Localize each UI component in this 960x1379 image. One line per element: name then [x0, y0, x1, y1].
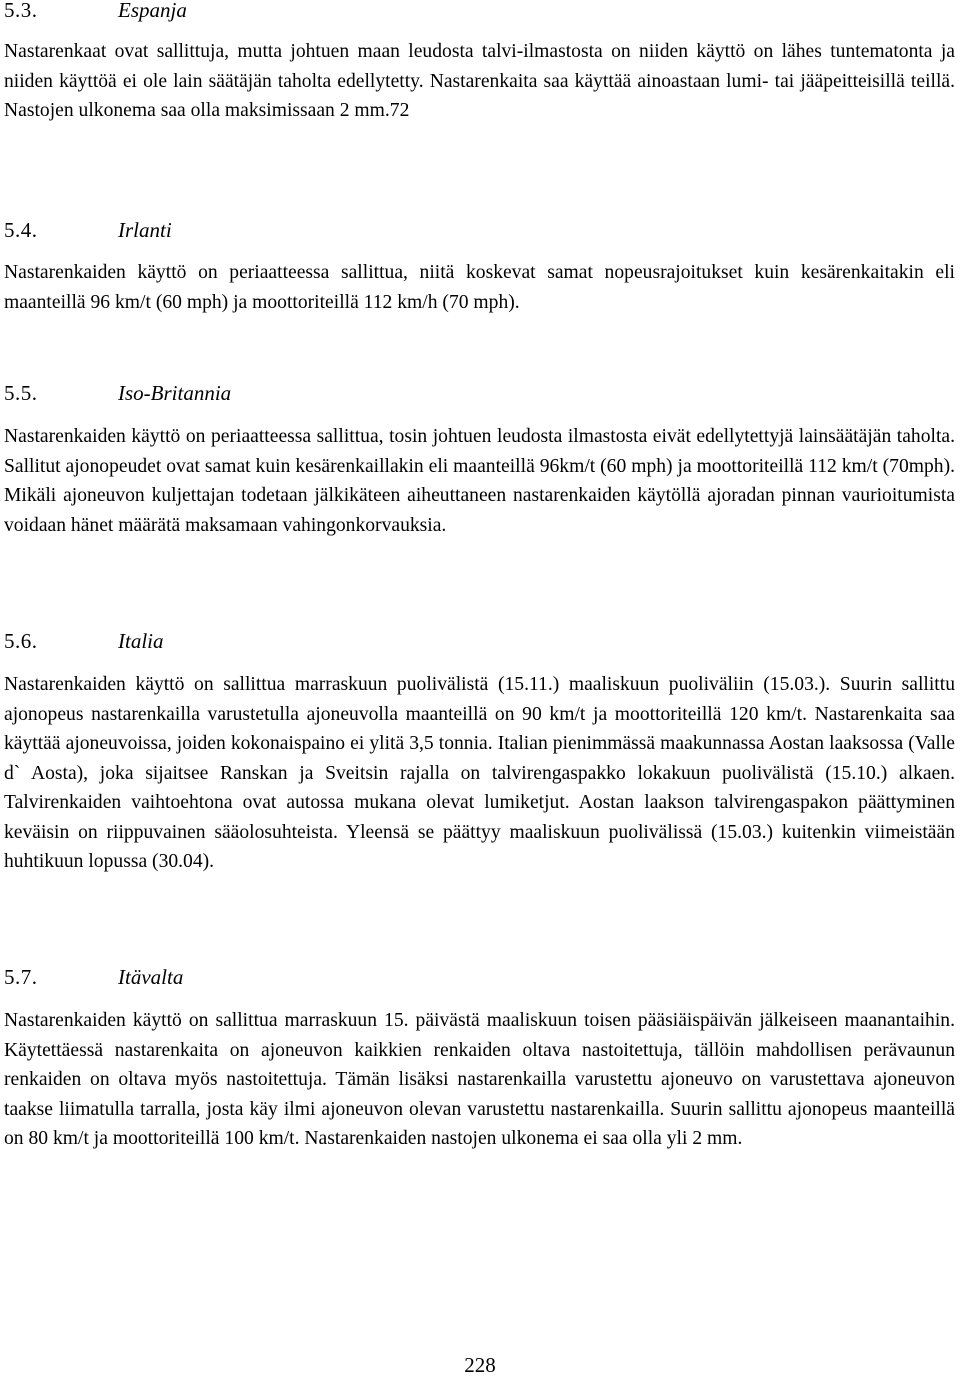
section-number: 5.7.: [4, 965, 38, 989]
section-title: Itävalta: [118, 965, 184, 989]
section-title: Irlanti: [118, 218, 172, 242]
section-itavalta: [4, 965, 955, 1154]
section-paragraph: Nastarenkaiden käyttö on sallittua marraskuun puolivälistä (15.11.) maaliskuun puoliväliin (15.03.). Suurin sallittu ajonopeus nastarenkailla varustetulla ajoneuvolla maanteillä on 90 km/t ja moottoriteillä 120 km/t. Nastarenkaita saa käyttää ajoneuvoissa, joiden kokonaispaino ei ylitä 3,5 tonnia. Italian pienimmässä maakunnassa Aostan laaksossa (Valle d` Aosta), joka sijaitsee Ranskan ja Sveitsin rajalla on talvirengaspakko lokakuun puolivälistä (15.10.) alkaen. Talvirenkaiden vaihtoehtona ovat autossa mukana olevat lumiketjut. Aostan laakson talvirengaspakon päättyminen keväisin on riippuvainen sääolosuhteista. Yleensä se päättyy maaliskuun puolivälissä (15.03.) kuitenkin viimeistään huhtikuun lopussa (30.04).: [4, 674, 955, 872]
section-espanja: [4, 0, 955, 126]
section-heading: [4, 629, 955, 653]
section-title: Espanja: [118, 0, 187, 22]
section-paragraph: Nastarenkaiden käyttö on sallittua marraskuun 15. päivästä maaliskuun toisen pääsiäispäivän jälkeiseen maanantaihin. Käytettäessä nastarenkaita on ajoneuvon kaikkien renkaiden oltava nastoitettuja, tällöin mahdollisen perävaunun renkaiden on oltava myös nastoitettuja. Tämän lisäksi nastarenkailla varustettu ajoneuvo on varustettava ajoneuvon taakse liimatulla tarralla, josta käy ilmi ajoneuvon olevan varustettu nastarenkailla. Suurin sallittu ajonopeus maanteillä on 80 km/t ja moottoriteillä 100 km/t. Nastarenkaiden nastojen ulkonema ei saa olla yli 2 mm.: [4, 1010, 955, 1149]
section-heading: [4, 218, 955, 242]
section-irlanti: [4, 218, 955, 317]
section-paragraph: Nastarenkaiden käyttö on periaatteessa sallittua, niitä koskevat samat nopeusrajoitukset kuin kesärenkaitakin eli maanteillä 96 km/t (60 mph) ja moottoriteillä 112 km/h (70 mph).: [4, 262, 955, 313]
section-italia: [4, 629, 955, 877]
section-title: Italia: [118, 629, 164, 653]
page-number: 228: [464, 1353, 496, 1377]
section-heading: [4, 381, 955, 405]
section-paragraph: Nastarenkaat ovat sallittuja, mutta johtuen maan leudosta talvi-ilmastosta on niiden käyttö on lähes tuntematonta ja niiden käyttöä ei ole lain säätäjän taholta edellytetty. Nastarenkaita saa käyttää ainoastaan lumi- tai jääpeitteisillä teillä. Nastojen ulkonema saa olla maksimissaan 2 mm.72: [4, 41, 955, 121]
section-iso-britannia: [4, 381, 955, 540]
section-heading: [4, 965, 955, 989]
section-title: Iso-Britannia: [118, 381, 232, 405]
section-paragraph: Nastarenkaiden käyttö on periaatteessa sallittua, tosin johtuen leudosta ilmastosta eivät edellytettyjä lainsäätäjän taholta. Sallitut ajonopeudet ovat samat kuin kesärenkaillakin eli maanteillä 96km/t (60 mph) ja moottoriteillä 112 km/t (70mph). Mikäli ajoneuvon kuljettajan todetaan jälkikäteen aiheuttaneen nastarenkaiden käytöllä ajoradan pinnan vaurioitumista voidaan hänet määrätä maksamaan vahingonkorvauksia.: [4, 426, 955, 536]
section-number: 5.4.: [4, 218, 38, 242]
section-number: 5.5.: [4, 381, 38, 405]
section-number: 5.6.: [4, 629, 38, 653]
section-number: 5.3.: [4, 0, 38, 22]
section-heading: [4, 0, 955, 22]
